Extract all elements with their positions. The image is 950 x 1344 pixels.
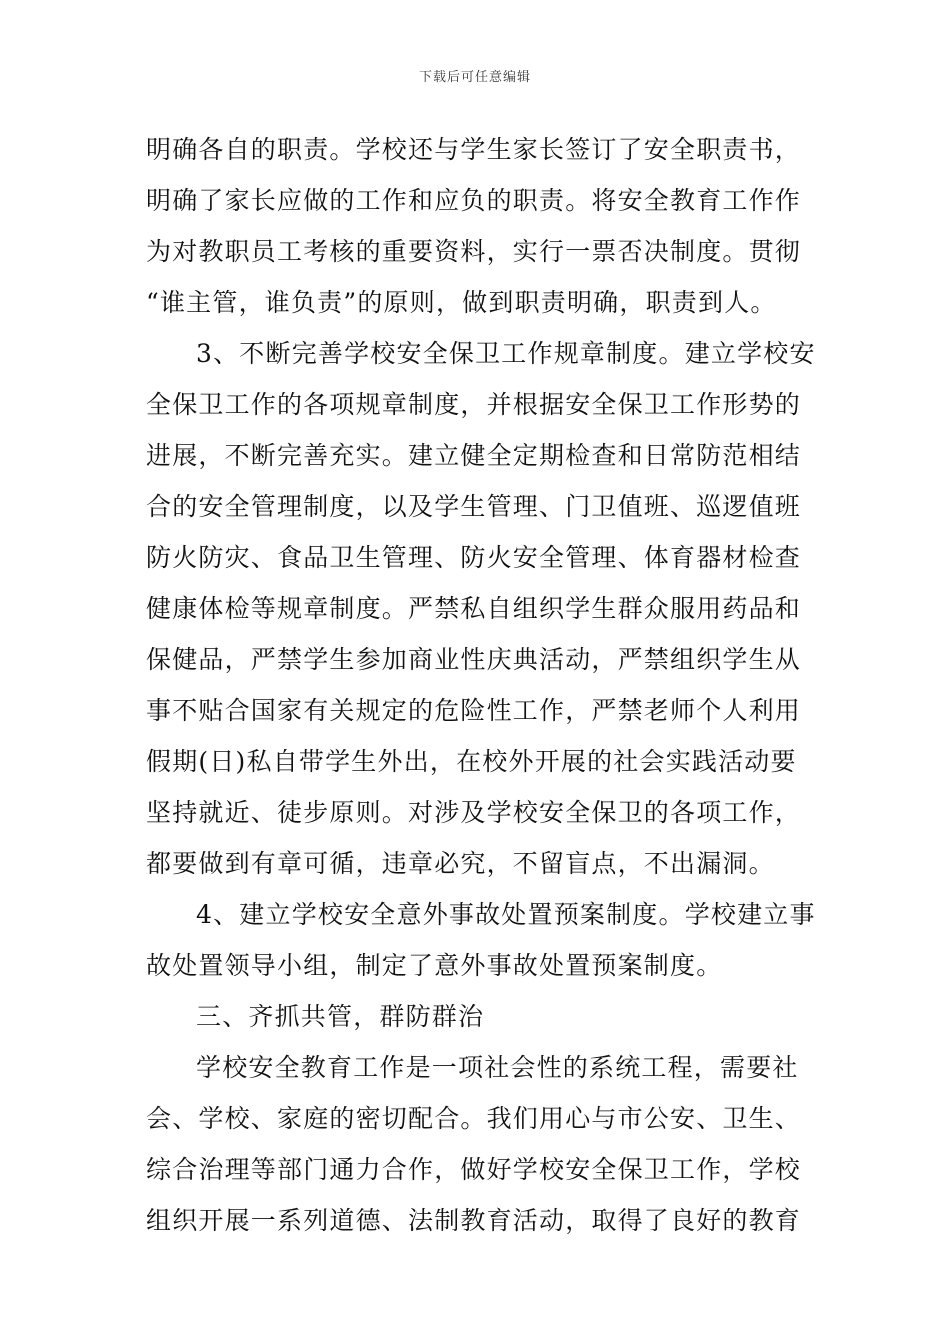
text-line: 故处置领导小组，制定了意外事故处置预案制度。	[146, 951, 723, 980]
text-line: 组织开展一系列道德、法制教育活动，取得了良好的教育	[146, 1206, 802, 1235]
text-line: 坚持就近、徒步原则。对涉及学校安全保卫的各项工作，	[146, 798, 802, 827]
text-line: 都要做到有章可循，违章必究，不留盲点，不出漏洞。	[146, 849, 775, 878]
text-line: 进展，不断完善充实。建立健全定期检查和日常防范相结	[146, 441, 802, 470]
paragraph-first-line: 3、不断完善学校安全保卫工作规章制度。建立学校安	[196, 339, 816, 368]
text-line: 事不贴合国家有关规定的危险性工作，严禁老师个人利用	[146, 696, 802, 725]
text-line: 会、学校、家庭的密切配合。我们用心与市公安、卫生、	[146, 1104, 802, 1133]
text-line: 明确了家长应做的工作和应负的职责。将安全教育工作作	[146, 186, 802, 215]
text-line: 合的安全管理制度，以及学生管理、门卫值班、巡逻值班	[146, 492, 802, 521]
text-line: 明确各自的职责。学校还与学生家长签订了安全职责书，	[146, 135, 802, 164]
document-body	[146, 124, 816, 1246]
header-note: 下载后可任意编辑	[418, 70, 531, 85]
text-line: 综合治理等部门通力合作，做好学校安全保卫工作，学校	[146, 1155, 802, 1184]
text-line: 健康体检等规章制度。严禁私自组织学生群众服用药品和	[146, 594, 802, 623]
text-line: 假期(日)私自带学生外出，在校外开展的社会实践活动要	[146, 747, 797, 776]
text-line: 全保卫工作的各项规章制度，并根据安全保卫工作形势的	[146, 390, 802, 419]
text-line: 保健品，严禁学生参加商业性庆典活动，严禁组织学生从	[146, 645, 802, 674]
paragraph-first-line: 4、建立学校安全意外事故处置预案制度。学校建立事	[196, 900, 816, 929]
text-line: “谁主管，谁负责”的原则，做到职责明确，职责到人。	[146, 288, 777, 317]
text-line: 为对教职员工考核的重要资料，实行一票否决制度。贯彻	[146, 237, 802, 266]
section-heading: 三、齐抓共管，群防群治	[196, 1002, 485, 1031]
paragraph-first-line: 学校安全教育工作是一项社会性的系统工程，需要社	[196, 1053, 799, 1082]
text-line: 防火防灾、食品卫生管理、防火安全管理、体育器材检查	[146, 543, 802, 572]
